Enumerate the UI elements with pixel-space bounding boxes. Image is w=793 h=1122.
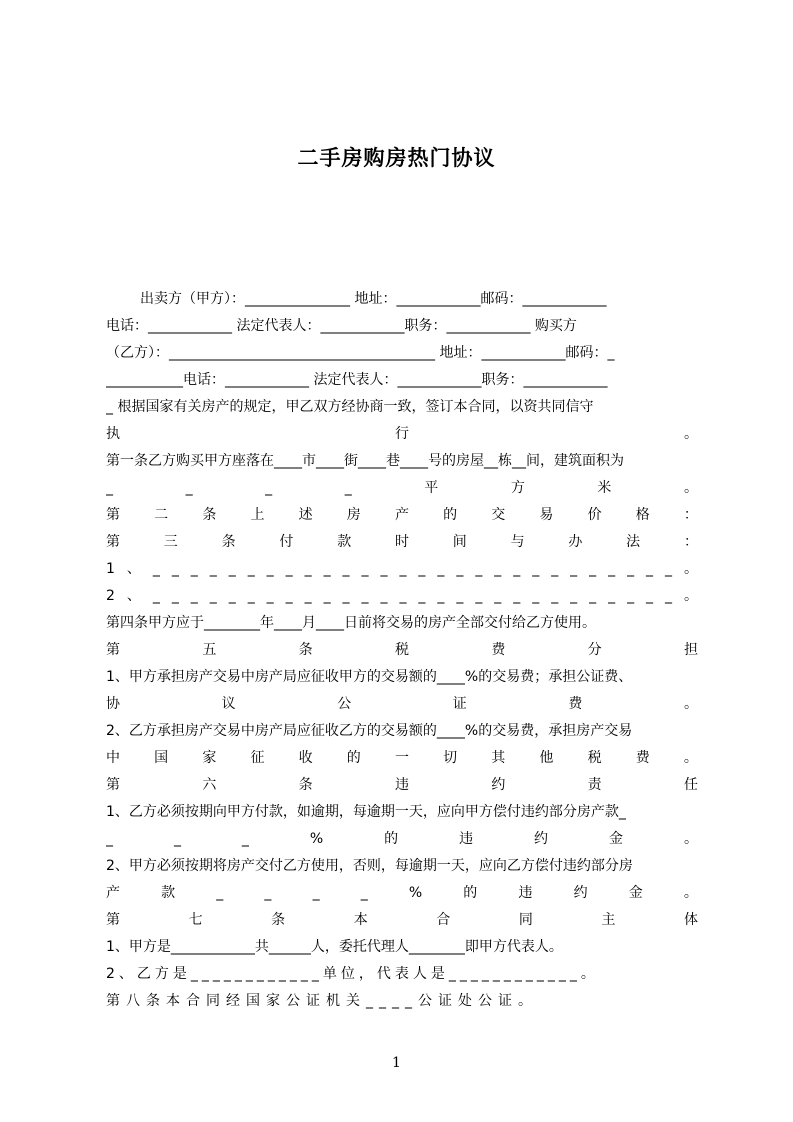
line-char: _ <box>361 588 369 604</box>
line-char: _ <box>532 588 540 604</box>
line-char: ： <box>683 534 698 550</box>
document-body <box>106 286 698 1015</box>
line-char: 价 <box>587 507 602 523</box>
line-char: 的 <box>384 831 399 847</box>
line-char: 。 <box>683 561 698 577</box>
line-char: 金 <box>628 885 643 901</box>
line-char: 。 <box>683 831 698 847</box>
line-char: 征 <box>250 750 265 766</box>
document-line: 第一条乙方购买甲方座落在____市____街____巷____号的房屋__栋__间，建筑面积为 <box>106 453 624 469</box>
line-char: 主 <box>601 912 616 928</box>
line-char: _ <box>646 588 654 604</box>
document-line: 1、乙方必须按期向甲方付款，如逾期，每逾期一天，应向甲方偿付违约部分房产款_ <box>106 804 626 820</box>
line-char: _ <box>589 561 597 577</box>
line-char: _ <box>532 561 540 577</box>
line-char: 国 <box>154 750 169 766</box>
line-char: 六 <box>202 777 217 793</box>
line-char: 付 <box>279 534 294 550</box>
line-char: 办 <box>568 534 583 550</box>
line-char: _ <box>627 561 635 577</box>
line-char: 易 <box>539 507 554 523</box>
line-char: 款 <box>337 534 352 550</box>
line-char: _ <box>209 588 217 604</box>
line-char: 任 <box>683 777 698 793</box>
line-char: 。 <box>683 588 698 604</box>
line-char: 七 <box>188 912 203 928</box>
line-char: 他 <box>539 750 554 766</box>
line-char: _ <box>380 588 388 604</box>
document-line <box>106 502 698 529</box>
line-char: 担 <box>683 642 698 658</box>
line-char: 产 <box>394 507 409 523</box>
line-char: 家 <box>202 750 217 766</box>
line-char: 费 <box>635 750 650 766</box>
line-char: _ <box>551 561 559 577</box>
line-char: 1 <box>106 561 115 577</box>
line-char: _ <box>646 561 654 577</box>
line-char: _ <box>171 561 179 577</box>
line-char: 条 <box>271 912 286 928</box>
line-char: 公 <box>337 696 352 712</box>
line-char: _ <box>304 588 312 604</box>
line-char: 违 <box>394 777 409 793</box>
line-char: 。 <box>683 696 698 712</box>
line-char: 切 <box>443 750 458 766</box>
line-char: 收 <box>298 750 313 766</box>
line-char: 产 <box>106 885 120 901</box>
document-line: _ 根据国家有关房产的规定，甲乙双方经协商一致，签订本合同，以资共同信守 <box>106 399 594 415</box>
line-char: 第 <box>106 912 120 928</box>
line-char: 。 <box>683 750 698 766</box>
line-char: _ <box>106 831 113 847</box>
line-char: _ <box>190 588 198 604</box>
line-char: _ <box>285 561 293 577</box>
line-char: 本 <box>353 912 368 928</box>
line-char: 违 <box>459 831 474 847</box>
line-char: 与 <box>510 534 525 550</box>
line-char: _ <box>513 588 521 604</box>
line-char: _ <box>266 588 274 604</box>
line-char: 税 <box>394 642 409 658</box>
document-line <box>106 475 698 502</box>
line-char: _ <box>323 588 331 604</box>
line-char: 体 <box>683 912 698 928</box>
line-char: _ <box>399 561 407 577</box>
line-char: _ <box>475 561 483 577</box>
line-char: 费 <box>568 696 583 712</box>
line-char: _ <box>665 588 673 604</box>
line-char: 第 <box>106 642 120 658</box>
line-char: _ <box>152 561 160 577</box>
line-char: 税 <box>587 750 602 766</box>
document-line <box>106 421 698 448</box>
line-char: _ <box>437 588 445 604</box>
line-char: _ <box>264 885 272 901</box>
line-char: _ <box>247 588 255 604</box>
document-line <box>106 745 698 772</box>
line-char: 平 <box>424 480 439 496</box>
line-char: 违 <box>518 885 533 901</box>
line-char: _ <box>152 588 160 604</box>
line-char: 、 <box>126 561 141 577</box>
line-char: 上 <box>250 507 265 523</box>
line-char: _ <box>241 831 249 847</box>
line-char: _ <box>380 561 388 577</box>
document-line: 2、甲方必须按期将房产交付乙方使用，否则，每逾期一天，应向乙方偿付违约部分房 <box>106 858 633 874</box>
line-char: _ <box>570 588 578 604</box>
line-char: _ <box>228 561 236 577</box>
line-char: 证 <box>452 696 467 712</box>
document-line <box>106 529 698 556</box>
line-char: _ <box>608 561 616 577</box>
line-char: 。 <box>683 480 698 496</box>
line-char: 2 <box>106 588 115 604</box>
line-char: _ <box>627 588 635 604</box>
line-char: 议 <box>221 696 236 712</box>
document-line <box>106 556 698 583</box>
line-char: 述 <box>298 507 313 523</box>
page-number: 1 <box>392 1055 401 1071</box>
line-char: 方 <box>510 480 525 496</box>
document-line <box>106 880 698 907</box>
line-char: _ <box>190 561 198 577</box>
line-char: _ <box>323 561 331 577</box>
line-char: _ <box>360 885 368 901</box>
line-char: 。 <box>683 885 698 901</box>
line-char: _ <box>304 561 312 577</box>
line-char: _ <box>209 561 217 577</box>
line-char: 协 <box>106 696 120 712</box>
line-char: 第 <box>106 534 120 550</box>
line-char: 法 <box>626 534 641 550</box>
line-char: _ <box>418 561 426 577</box>
line-char: 房 <box>346 507 361 523</box>
line-char: 条 <box>298 642 313 658</box>
line-char: _ <box>216 885 224 901</box>
line-char: _ <box>106 480 113 496</box>
line-char: 条 <box>202 507 217 523</box>
line-char: _ <box>665 561 673 577</box>
line-char: _ <box>266 561 274 577</box>
line-char: _ <box>494 588 502 604</box>
line-char: _ <box>418 588 426 604</box>
line-char: 格 <box>635 507 650 523</box>
line-char: 交 <box>491 507 506 523</box>
line-char: 的 <box>443 507 458 523</box>
document-line <box>106 691 698 718</box>
line-char: _ <box>456 588 464 604</box>
line-char: 同 <box>518 912 533 928</box>
document-line: 电话：____________ 法定代表人：____________职务：____________ 购买方 <box>106 318 577 334</box>
line-char: _ <box>265 480 273 496</box>
line-char: _ <box>228 588 236 604</box>
line-char: 、 <box>126 588 141 604</box>
line-char: 金 <box>608 831 623 847</box>
document-line <box>106 637 698 664</box>
line-char: 一 <box>394 750 409 766</box>
line-char: 的 <box>463 885 478 901</box>
document-line <box>106 772 698 799</box>
line-char: 款 <box>161 885 176 901</box>
line-char: 米 <box>597 480 612 496</box>
line-char: _ <box>551 588 559 604</box>
document-line: 第四条甲方应于________年____月____日前将交易的房产全部交付给乙方使用。 <box>106 615 596 631</box>
line-char: 第 <box>106 507 120 523</box>
line-char: _ <box>570 561 578 577</box>
line-char: _ <box>312 885 320 901</box>
line-char: _ <box>608 588 616 604</box>
line-char: 中 <box>106 750 120 766</box>
line-char: 约 <box>573 885 588 901</box>
line-char: 行 <box>395 426 409 442</box>
line-char: _ <box>475 588 483 604</box>
document-line: ___________电话：____________ 法定代表人：____________职务：____________ <box>106 372 608 388</box>
line-char: 条 <box>298 777 313 793</box>
document-line <box>106 826 698 853</box>
document-line <box>106 583 698 610</box>
line-char: 时 <box>394 534 409 550</box>
line-char: 约 <box>491 777 506 793</box>
line-char: 第 <box>106 777 120 793</box>
document-line: 出卖方（甲方）：_______________ 地址：____________邮码：____________ <box>140 291 607 307</box>
line-char: 间 <box>452 534 467 550</box>
line-char: _ <box>171 588 179 604</box>
line-char: _ <box>513 561 521 577</box>
line-char: 三 <box>163 534 178 550</box>
line-char: _ <box>285 588 293 604</box>
line-char: 责 <box>587 777 602 793</box>
line-char: 费 <box>491 642 506 658</box>
document-title: 二手房购房热门协议 <box>297 146 496 170</box>
line-char: _ <box>185 480 193 496</box>
line-char: _ <box>344 480 352 496</box>
line-char: _ <box>494 561 502 577</box>
line-char: _ <box>342 561 350 577</box>
document-line <box>106 907 698 934</box>
document-line: 1、甲方是____________共______人，委托代理人________即甲方代表人。 <box>106 939 563 955</box>
line-char: 二 <box>154 507 169 523</box>
document-line: 第八条本合同经国家公证机关____公证处公证。 <box>106 993 538 1009</box>
line-char: 约 <box>534 831 549 847</box>
line-char: 条 <box>221 534 236 550</box>
line-char: % <box>309 831 324 847</box>
line-char: % <box>408 885 423 901</box>
line-char: _ <box>342 588 350 604</box>
line-char: 的 <box>346 750 361 766</box>
document-line: （乙方）：______________________________________ 地址：____________邮码：_ <box>106 345 615 361</box>
line-char: _ <box>399 588 407 604</box>
line-char: ： <box>683 507 698 523</box>
document-line: 2、乙方是____________单位，代表人是____________。 <box>106 966 599 982</box>
line-char: _ <box>589 588 597 604</box>
document-line: 1、甲方承担房产交易中房产局应征收甲方的交易额的____%的交易费；承担公证费、 <box>106 669 633 685</box>
document-line: 2、乙方承担房产交易中房产局应征收乙方的交易额的____%的交易费，承担房产交易 <box>106 723 633 739</box>
line-char: 五 <box>202 642 217 658</box>
line-char: 分 <box>587 642 602 658</box>
line-char: 合 <box>436 912 451 928</box>
line-char: _ <box>437 561 445 577</box>
line-char: _ <box>247 561 255 577</box>
line-char: 。 <box>684 426 698 442</box>
line-char: _ <box>361 561 369 577</box>
line-char: 执 <box>106 426 120 442</box>
line-char: _ <box>173 831 181 847</box>
line-char: _ <box>456 561 464 577</box>
line-char: 其 <box>491 750 506 766</box>
